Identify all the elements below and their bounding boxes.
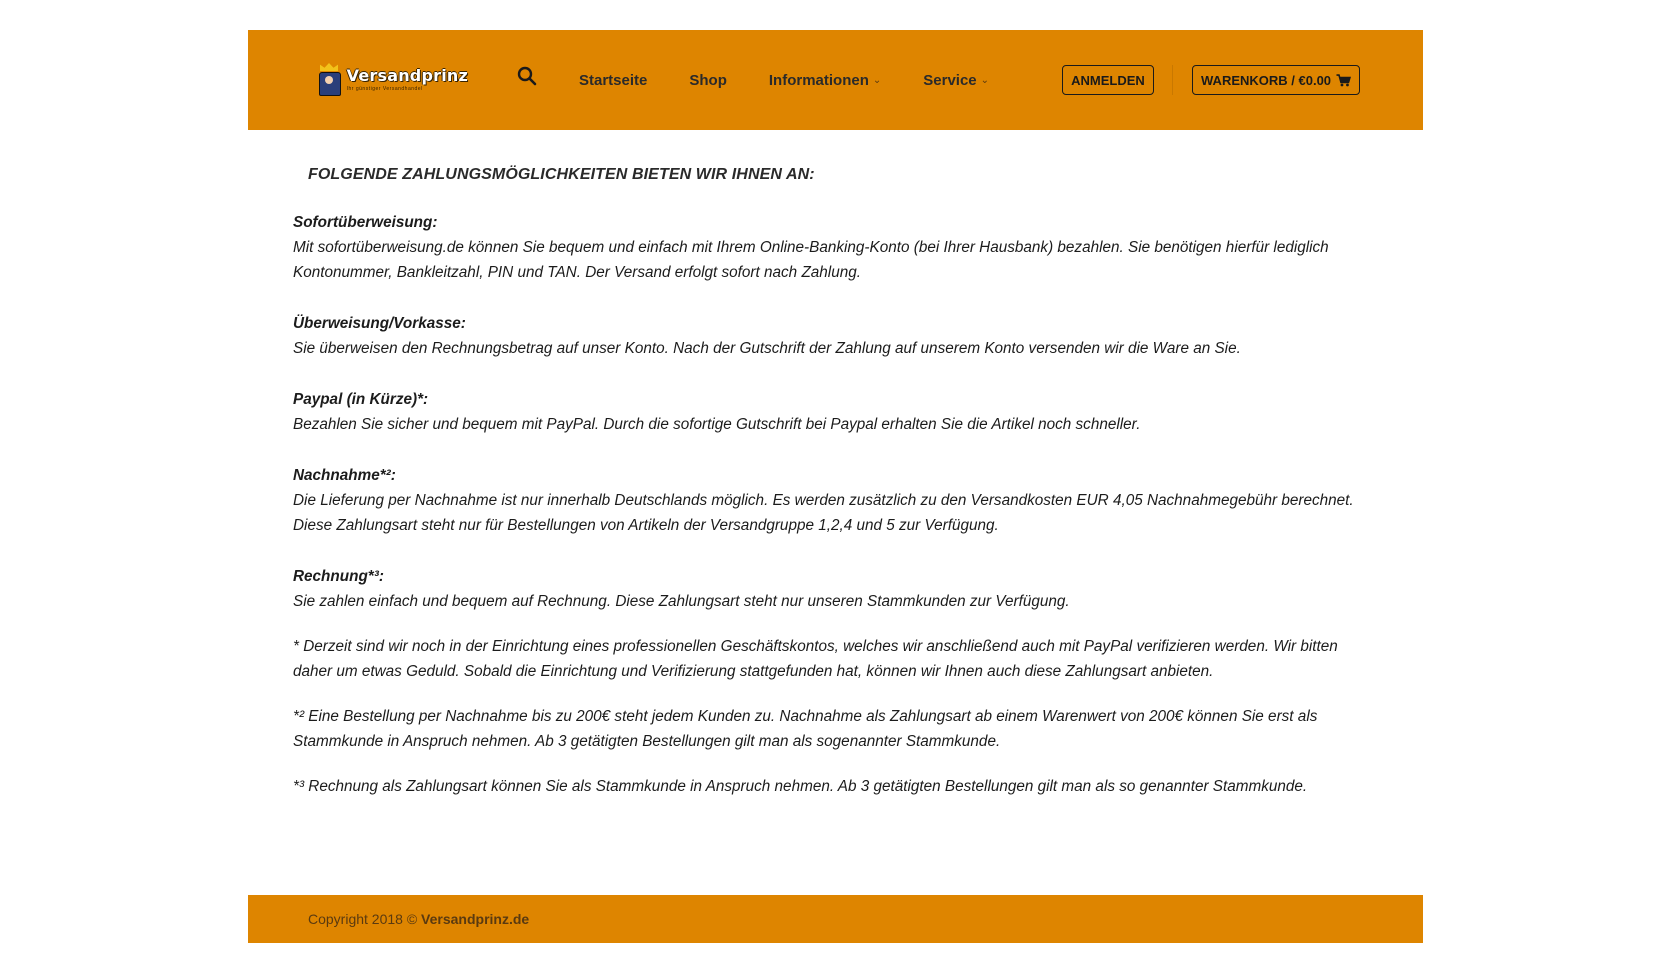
logo-text — [347, 68, 468, 92]
footnote-text: *² Eine Bestellung per Nachnahme bis zu 200€ steht jedem Kunden zu. Nachnahme als Zahlungsart ab einem Warenwert von 200€ können Sie erst als — [293, 708, 1318, 725]
main-content — [248, 166, 1423, 799]
payment-method-heading: Rechnung*³: — [293, 568, 384, 585]
footnote-rechnung — [293, 774, 1378, 799]
payment-method-text: Mit sofortüberweisung.de können Sie bequem und einfach mit Ihrem Online-Banking-Konto (bei Ihrer Hausbank) bezahlen. Sie benötigen hierfür lediglich — [293, 239, 1329, 256]
main-nav — [579, 30, 1031, 130]
cart-icon — [1336, 74, 1351, 87]
payment-method-text: Bezahlen Sie sicher und bequem mit PayPal. Durch die sofortige Gutschrift bei Paypal erhalten Sie die Artikel noch schneller. — [293, 416, 1141, 433]
nav-item-startseite[interactable] — [579, 72, 647, 89]
footnote-text: daher um etwas Geduld. Sobald die Einrichtung und Verifizierung stattgefunden hat, können wir Ihnen auch diese Zahlungsart anbieten. — [293, 663, 1214, 680]
footnote-nachnahme — [293, 704, 1378, 754]
nav-item-label: Service — [923, 71, 977, 89]
search-icon[interactable] — [517, 66, 537, 86]
payment-method-heading: Sofortüberweisung: — [293, 214, 438, 231]
payment-method-text: Kontonummer, Bankleitzahl, PIN und TAN. Der Versand erfolgt sofort nach Zahlung. — [293, 264, 861, 281]
payment-method-ueberweisung — [293, 311, 1378, 361]
payment-method-rechnung — [293, 564, 1378, 614]
header-divider — [1172, 65, 1173, 95]
payment-method-text: Sie zahlen einfach und bequem auf Rechnung. Diese Zahlungsart steht nur unseren Stammkunden zur Verfügung. — [293, 593, 1070, 610]
copyright-link[interactable]: Versandprinz.de — [421, 911, 530, 927]
nav-item-label: Startseite — [579, 71, 648, 89]
footnote-text: *³ Rechnung als Zahlungsart können Sie als Stammkunde in Anspruch nehmen. Ab 3 getätigten Bestellungen gilt man als so genannter Stammkunde. — [293, 778, 1308, 795]
payment-method-heading: Nachnahme*²: — [293, 467, 396, 484]
copyright — [308, 911, 529, 927]
site-header — [248, 30, 1423, 130]
login-button[interactable] — [1062, 65, 1154, 95]
site-footer — [248, 895, 1423, 943]
login-button-label: ANMELDEN — [1071, 72, 1145, 88]
prince-mascot-icon — [318, 63, 339, 97]
page-wrapper — [248, 30, 1423, 799]
brand-tagline: Ihr günstiger Versandhandel — [346, 86, 423, 92]
nav-item-informationen[interactable] — [769, 72, 881, 89]
payment-method-paypal — [293, 387, 1378, 437]
nav-item-label: Informationen — [768, 71, 869, 89]
nav-item-service[interactable] — [923, 72, 989, 89]
copyright-prefix: Copyright 2018 © — [308, 911, 418, 927]
footnote-paypal — [293, 634, 1378, 684]
cart-button[interactable] — [1192, 65, 1360, 95]
nav-item-shop[interactable] — [689, 72, 727, 89]
page-title: FOLGENDE ZAHLUNGSMÖGLICHKEITEN BIETEN WIR IHNEN AN: — [308, 166, 815, 183]
payment-method-text: Die Lieferung per Nachnahme ist nur innerhalb Deutschlands möglich. Es werden zusätzlich zu den Versandkosten EUR 4,05 Nachnahmegebühr berechnet. — [293, 492, 1354, 509]
footnote-text: Stammkunde in Anspruch nehmen. Ab 3 getätigten Bestellungen gilt man als sogenannter Stammkunde. — [293, 733, 1001, 750]
chevron-down-icon: ⌄ — [872, 74, 882, 86]
payment-method-text: Diese Zahlungsart steht nur für Bestellungen von Artikeln der Versandgruppe 1,2,4 und 5 zur Verfügung. — [293, 517, 999, 534]
brand-name: Versandprinz — [346, 66, 468, 85]
payment-method-text: Sie überweisen den Rechnungsbetrag auf unser Konto. Nach der Gutschrift der Zahlung auf unserem Konto versenden wir die Ware an Sie. — [293, 340, 1241, 357]
footnote-text: * Derzeit sind wir noch in der Einrichtung eines professionellen Geschäftskontos, welches wir anschließend auch mit PayPal verifizieren werden. Wir bitten — [293, 638, 1338, 655]
site-logo[interactable] — [318, 60, 468, 100]
nav-item-label: Shop — [689, 71, 727, 89]
payment-method-nachnahme — [293, 463, 1378, 538]
chevron-down-icon: ⌄ — [980, 74, 990, 86]
cart-button-label: WARENKORB / €0.00 — [1201, 72, 1332, 88]
payment-method-sofortueberweisung — [293, 210, 1378, 285]
payment-method-heading: Überweisung/Vorkasse: — [293, 315, 466, 332]
payment-method-heading: Paypal (in Kürze)*: — [293, 391, 429, 408]
